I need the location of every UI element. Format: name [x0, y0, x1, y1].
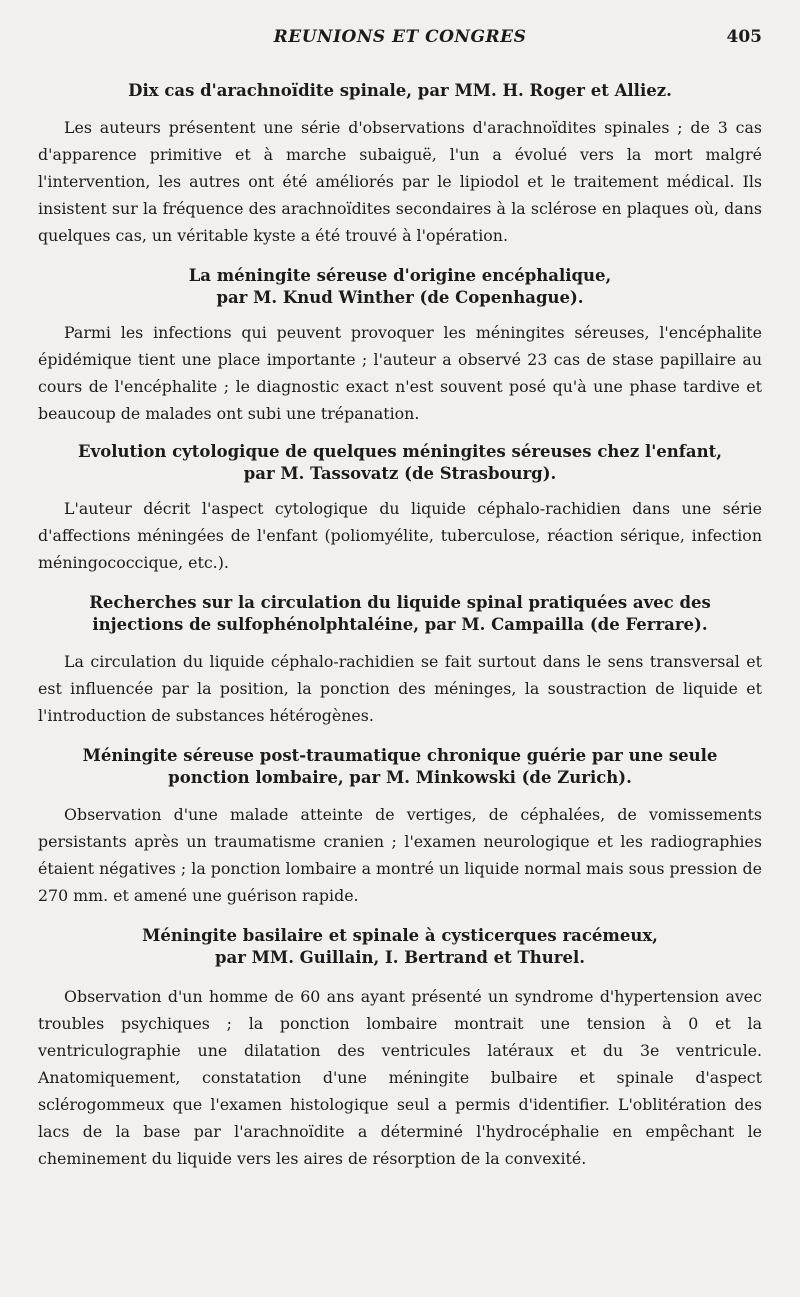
- article-meningite-encephalique: [38, 265, 762, 427]
- article-circulation-liquide-spinal: [38, 592, 762, 729]
- article-title: Recherches sur la circulation du liquide spinal pratiquées avec des injections de sulfophénolphtaléine, par M. Campailla (de Ferrare).: [89, 593, 711, 634]
- article-body: L'auteur décrit l'aspect cytologique du liquide céphalo-rachidien dans une série d'affections méningées de l'enfant (poliomyélite, tuberculose, réaction sérique, infection méningococcique, etc.).: [38, 499, 762, 572]
- article-title: Méningite basilaire et spinale à cysticerques racémeux, par MM. Guillain, I. Bertrand et Thurel.: [142, 926, 658, 967]
- article-meningite-post-traumatique: [38, 745, 762, 909]
- running-title: REUNIONS ET CONGRES: [273, 27, 527, 47]
- article-title: La méningite séreuse d'origine encéphalique, par M. Knud Winther (de Copenhague).: [188, 266, 612, 307]
- page-number: 405: [726, 27, 762, 47]
- article-body: Parmi les infections qui peuvent provoquer les méningites séreuses, l'encéphalite épidémique tient une place importante ; l'auteur a observé 23 cas de stase papillaire au cours de l'encéphalite ; le diagnostic exact n'est souvent posé qu'à une phase tardive et beaucoup de malades ont subi une trépanation.: [38, 323, 762, 423]
- article-meningite-cysticerques: [38, 925, 762, 1172]
- running-header: [38, 0, 762, 47]
- article-body: La circulation du liquide céphalo-rachidien se fait surtout dans le sens transversal et est influencée par la position, la ponction des méninges, la soustraction de liquide et l'introduction de substances hétérogènes.: [38, 652, 762, 725]
- article-arachnoidite-spinale: [38, 80, 762, 249]
- article-body: Observation d'un homme de 60 ans ayant présenté un syndrome d'hypertension avec troubles psychiques ; la ponction lombaire montrait une tension à 0 et la ventriculographie une dilatation des ventricules latéraux et du 3e ventricule. Anatomiquement, constatation d'une méningite bulbaire et spinale d'aspect sclérogommeux que l'examen histologique seul a permis d'identifier. L'oblitération des lacs de la base par l'arachnoïdite a déterminé l'hydrocéphalie en empêchant le cheminement du liquide vers les aires de résorption de la convexité.: [38, 987, 762, 1168]
- article-body: Observation d'une malade atteinte de vertiges, de céphalées, de vomissements persistants après un traumatisme cranien ; l'examen neurologique et les radiographies étaient négatives ; la ponction lombaire a montré un liquide normal mais sous pression de 270 mm. et amené une guérison rapide.: [38, 805, 762, 905]
- article-title: Méningite séreuse post-traumatique chronique guérie par une seule ponction lombaire, par M. Minkowski (de Zurich).: [82, 746, 718, 787]
- article-body: Les auteurs présentent une série d'observations d'arachnoïdites spinales ; de 3 cas d'apparence primitive et à marche subaiguë, l'un a évolué vers la mort malgré l'intervention, les autres ont été améliorés par le lipiodol et le traitement médical. Ils insistent sur la fréquence des arachnoïdites secondaires à la sclérose en plaques où, dans quelques cas, un véritable kyste a été trouvé à l'opération.: [38, 118, 762, 245]
- article-evolution-cytologique: [38, 441, 762, 576]
- article-title: Evolution cytologique de quelques méningites séreuses chez l'enfant, par M. Tassovatz (de Strasbourg).: [78, 442, 722, 483]
- article-title: Dix cas d'arachnoïdite spinale, par MM. H. Roger et Alliez.: [128, 81, 672, 100]
